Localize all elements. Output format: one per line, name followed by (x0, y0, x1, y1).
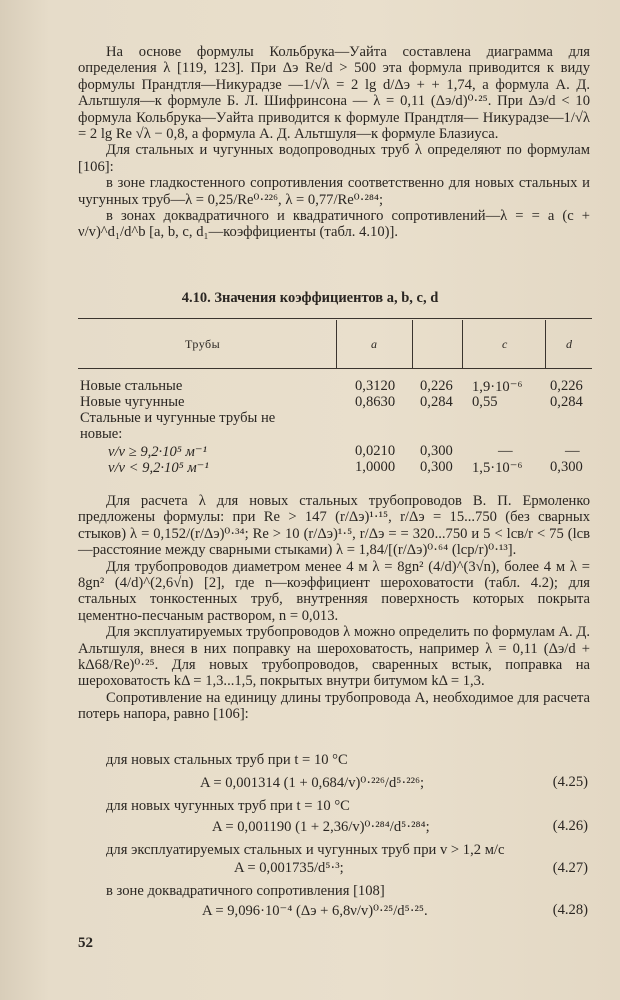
table-cell-c: 0,55 (472, 394, 498, 410)
equation-formula: A = 9,096·10⁻⁴ (Δэ + 6,8ν/v)⁰·²⁵/d⁵·²⁵. (202, 903, 428, 919)
table-col-divider (462, 320, 463, 368)
body-block (78, 493, 590, 723)
paragraph-quadratic-zone: в зонах доквадратичного и квадратичного сопротивлений—λ = = a (c + ν/v)^d₁/d^b [a, b, c, d₁—коэффициенты (табл. 4.10)]. (78, 208, 590, 241)
equation-formula: A = 0,001314 (1 + 0,684/v)⁰·²²⁶/d⁵·²²⁶; (200, 775, 425, 791)
paragraph-ermolenko: Для расчета λ для новых стальных трубопроводов В. П. Ермоленко предложены формулы: при Re > 147 (r/Δэ)¹·¹⁵, r/Δэ = 15...750 (без сварных стыков) λ = 0,152/(r/Δэ)⁰·³⁴; Re > 10 (r/Δэ)¹·⁵, r/Δэ = = 320...750 и 5 < lсв/r < 75 (lсв—расстояние между сварными стыками) λ = 1,84/[(r/Δэ)⁰·⁶⁴ (lср/r)⁰·¹³]. (78, 493, 590, 559)
table-header-rule (78, 368, 592, 369)
equation-number: (4.26) (552, 818, 588, 834)
table-cell-label: v/ν ≥ 9,2·10⁵ м⁻¹ (108, 444, 207, 460)
table-cell-d: — (565, 443, 580, 459)
table-cell-b: 0,300 (420, 459, 453, 475)
table-cell-c: — (498, 443, 513, 459)
table-cell-label: Новые чугунные (80, 394, 185, 410)
table-col-divider (412, 320, 413, 368)
equation-formula: A = 0,001190 (1 + 2,36/v)⁰·²⁸⁴/d⁵·²⁸⁴; (212, 819, 430, 835)
table-col-divider (336, 320, 337, 368)
table-cell-d: 0,226 (550, 378, 583, 394)
intro-block (78, 44, 590, 241)
table-cell-a: 0,0210 (355, 443, 396, 459)
equation-intro (78, 798, 590, 814)
table-row (80, 394, 600, 410)
table-row (80, 459, 600, 475)
paragraph-steel-cast-iron: Для стальных и чугунных водопроводных труб λ определяют по формулам [106]: (78, 142, 590, 175)
equation-intro (78, 752, 590, 768)
table-cell-c: 1,9·10⁻⁶ (472, 379, 523, 395)
table-header-c: c (502, 337, 508, 351)
table-top-rule (78, 318, 592, 319)
table-cell-label: Стальные и чугунные трубы не новые: (80, 410, 276, 442)
equation-number: (4.28) (552, 902, 588, 918)
page-number: 52 (78, 935, 93, 951)
table-cell-label: Новые стальные (80, 378, 183, 394)
paragraph-large-diameter: Для трубопроводов диаметром менее 4 м λ = 8gn² (4/d)^(3√n), более 4 м λ = 8gn² (4/d)^(2,6√n) [2], где n—коэффициент шероховатости (табл. 4.2); для стальных тонкостенных труб, внутренняя поверхность которых покрыта цементно-песчаным раствором, n = 0,013. (78, 558, 590, 624)
paragraph-preq-zone: в зоне доквадратичного сопротивления [108] (106, 883, 385, 899)
equation-intro (78, 883, 590, 899)
equation-intro (78, 842, 590, 858)
paragraph-operated-pipes: Для эксплуатируемых трубопроводов λ можно определить по формулам А. Д. Альтшуля, внеся в них поправку на шероховатость, например λ = 0,11 (Δэ/d + kΔ68/Re)⁰·²⁵. Для новых трубопроводов, сваренных встык, поправка на шероховатость kΔ = 1,3...1,5, покрытых внутри битумом kΔ = 1,3. (78, 624, 590, 690)
table-cell-c: 1,5·10⁻⁶ (472, 460, 523, 476)
table-row (80, 443, 600, 459)
table-cell-d: 0,284 (550, 394, 583, 410)
paragraph-new-cast-iron: для новых чугунных труб при t = 10 °C (106, 798, 350, 814)
table-header-a: a (371, 337, 377, 351)
table-cell-b: 0,226 (420, 378, 453, 394)
paragraph-operated-steel: для эксплуатируемых стальных и чугунных труб при v > 1,2 м/с (106, 842, 505, 858)
table-cell-b: 0,284 (420, 394, 453, 410)
table-cell-a: 0,3120 (355, 378, 396, 394)
equation-number: (4.27) (552, 860, 588, 876)
table-header-d: d (566, 337, 572, 351)
paragraph-smooth-zone: в зоне гладкостенного сопротивления соответственно для новых стальных и чугунных труб—λ = 0,25/Re⁰·²²⁶, λ = 0,77/Re⁰·²⁸⁴; (78, 175, 590, 208)
table-caption: 4.10. Значения коэффициентов a, b, c, d (181, 290, 439, 306)
equation-formula: A = 0,001735/d⁵·³; (234, 860, 344, 876)
equation-number: (4.25) (552, 774, 588, 790)
paragraph-colebrook: На основе формулы Кольбрука—Уайта составлена диаграмма для определения λ [119, 123]. При Δэ Re/d > 500 эта формула приводится к виду формулы Прандтля—Никурадзе —1/√λ = 2 lg d/Δэ + + 1,74, а формула А. Д. Альтшуля—к формуле Б. Л. Шифринсона — λ = 0,11 (Δэ/d)⁰·²⁵. При Δэ/d < 10 формула Кольбрука—Уайта приводится к формуле Прандтля— Никурадзе—1/√λ = 2 lg Re √λ − 0,8, а формула А. Д. Альтшуля—к формуле Блазиуса. (78, 44, 590, 143)
table-row (80, 410, 600, 444)
table-cell-b: 0,300 (420, 443, 453, 459)
table-cell-a: 1,0000 (355, 459, 396, 475)
table-cell-a: 0,8630 (355, 394, 396, 410)
paragraph-new-steel: для новых стальных труб при t = 10 °C (106, 752, 348, 768)
table-row (80, 378, 600, 394)
table-col-divider (545, 320, 546, 368)
table-header-pipes: Трубы (185, 337, 221, 351)
table-cell-d: 0,300 (550, 459, 583, 475)
paragraph-resistance: Сопротивление на единицу длины трубопровода A, необходимое для расчета потерь напора, равно [106]: (78, 689, 590, 723)
table-cell-label: v/ν < 9,2·10⁵ м⁻¹ (108, 460, 209, 476)
